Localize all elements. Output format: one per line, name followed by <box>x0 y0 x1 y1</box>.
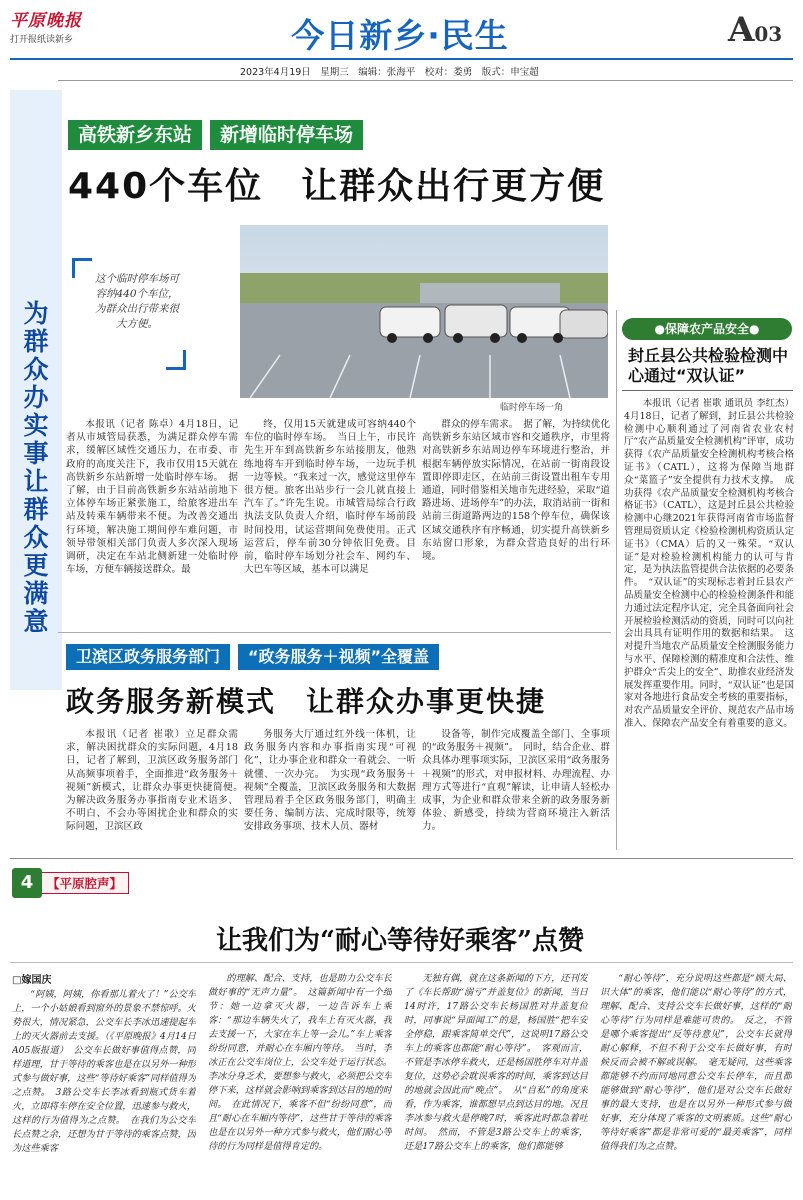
quote-bracket-open <box>72 258 92 278</box>
article2-headline: 政务服务新模式 让群众办事更快捷 <box>66 685 547 718</box>
logo-slogan: 打开报纸读新乡 <box>10 35 74 45</box>
column-number-badge: 4 <box>12 868 42 898</box>
dateline: 2023年4月19日 星期三 编辑：张海平 校对：娄勇 版式：申宝超 <box>240 67 539 78</box>
article2-col1-text: 本报讯（记者 崔歌）立足群众需求，解决困扰群众的实际问题，4月18日，记者了解到，卫滨区政务服务部门从高频事项着手，全面推进“政务服务＋视频”新模式，让群众办事更快捷简便。 为解决政务服务办事指南专业术语多、不明白、不会办等困扰企业和群众的实际问题，卫滨区政 <box>66 729 238 833</box>
column-divider <box>616 310 617 850</box>
article3-body <box>624 398 794 850</box>
article1-col2 <box>244 418 416 616</box>
article2-kicker-b: “政务服务＋视频”全覆盖 <box>238 644 439 670</box>
article1-col3-text: 群众的停车需求。 据了解，为持续优化高铁新乡东站区域市容和交通秩序，市里将对高铁新乡东站周边停车环境进行整治，并根据车辆停放实际情况，在站前一街南段设置即停即走区，在站前三街设置出租车专用通道，同时借鉴相关地市先进经验，采取“道路进场、进场停车”的办法，取消站前一街和站前三街道路两边的158个停车位，确保该区域交通秩序有序畅通，切实提升高铁新乡东站窗口形象，为群众营造良好的出行环境。 <box>422 419 610 563</box>
opinion-author: □嫁国庆 <box>12 975 52 986</box>
vertical-banner-text: 为群众办实事 让群众更满意 <box>23 299 49 636</box>
photo-caption: 临时停车场一角 <box>500 403 564 413</box>
quote-bracket-close <box>166 350 186 370</box>
article1-kicker <box>68 120 363 150</box>
divider <box>10 962 793 963</box>
column-tag: 【平原腔声】 <box>22 872 129 894</box>
article1-col2-text: 终，仅用15天就建成可容纳440个车位的临时停车场。 当日上午，市民许先生开车到高铁新乡东站接朋友，他熟练地将车开到临时停车场，一边玩手机一边等候。“我来过一次，感觉这里停车很方便。旅客出站步行一会儿就直接上汽车了。”许先生说。市城管局综合行政执法支队负责人介绍，临时停车场前段时间投用，试运营期间免费使用。正式运营后，停车前30分钟依旧免费。目前，临时停车场划分社会车、网约车、大巴车等区域，基本可以满足 <box>244 419 416 576</box>
opinion-col3-text: 无独有偶，就在这条新闻的下方，还刊发了《车长帮助“溺亏”并盖复位》的新闻，当日14时许，17路公交车长杨国胜对井盖复位时，同事说“异面闻工”的是，杨国胜“把车安全停稳，跟乘客简单交代”，这说明17路公交车上的乘客也都能“耐心等待”。 客观而言，不管是李冰停车救火，还是杨国胜停车对井盖复位，这势必会耽误乘客的时间，乘客到达目的地就会因此而“晚点”。 从“自私”的角度来看，作为乘客，谁都想早点到达目的地。况且李冰参与救火是停晚7时，乘客此时都急着吐时间。 然而，不管是3路公交车上的乘客，还是17路公交车上的乘客，他们都能够 <box>404 973 588 1152</box>
masthead-rule <box>10 58 793 60</box>
article1-kicker-b: 新增临时停车场 <box>210 120 363 150</box>
article2-kicker-a: 卫滨区政务服务部门 <box>66 644 230 670</box>
article1-kicker-a: 高铁新乡东站 <box>68 120 202 150</box>
page-num: 03 <box>754 22 783 46</box>
pull-quote: 这个临时停车场可容纳440个车位，为群众出行带来很大方便。 <box>95 273 179 330</box>
article2-col2-text: 务服务大厅通过红外线一体机，让政务服务内容和办事指南实现“可视化”，让办事企业和群众一看就会、一听就懂、一次办完。 为实现“政务服务＋视频”全覆盖，卫滨区政务服务和大数据管理局着手全区政务服务部门，明确主要任务、编制方法、完成时限等，统筹安排政务事项、技术人员、器材 <box>244 729 416 833</box>
opinion-col1 <box>12 988 196 1194</box>
divider <box>10 858 793 859</box>
article1-col1 <box>66 418 238 616</box>
article3-body-text: 本报讯（记者 崔歌 通讯员 李红杰）4月18日，记者了解到，封丘县公共检验检测中心顺利通过了河南省农业农村厅“农产品质量安全检测机构”评审，成功获得《农产品质量安全检测机构考核合格证书》（CATL），这将为保障当地群众“菜篮子”安全提供有力技术支撑。 成功获得《农产品质量安全检测机构考核合格证书》（CATL），这是封丘县公共检验检测中心继2021年获得河南省市场监督管理局资质认定《检验检测机构资质认定证书》（CMA）后的又一殊荣。“双认证”是对检验检测机构能力的认可与肯定，是为执法监管提供合法依据的必要条件。 “双认证”的实现标志着封丘县农产品质量安全检测中心的检验检测条件和能力通过法定程序认定，完全具备面向社会开展检验检测活动的资质，同时可以向社会出具具有证明作用的数据和结果。 这对提升当地农产品质量安全检测服务能力与水平、保障检测的精准度和合法性、维护群众“舌尖上的安全”、助推农业经济发展发挥重要作用。同时，“双认证”也是国家对各地进行食品安全考核的重要指标，对农产品质量安全评价、规范农产品市场准入、保障农产品安全有着重要的意义。 <box>624 398 794 729</box>
article2-col2 <box>244 728 416 850</box>
opinion-col1-text: “阿姨，阿姨，你看那儿着火了！”公交车上，一个小姑娘看到窗外的景象不禁惊呼。火势很大，情况紧急，公交车长李冰迅速提起车上的灭火器前去支援。（《平原晚报》4月14日A05版报道） 公交车长做好事值得点赞，同样道理，甘于等待的乘客也是在以另外一种形式参与做好事，这些“等待好乘客”同样值得为之点赞。 3路公交车长李冰看到瓶式货车着火，立即将车停在安全位置，迅速参与救火，这样的行为值得为之点赞。 在我们为公交车长点赞之余，还想为甘于等待的乘客点赞，因为这些乘客 <box>12 989 196 1154</box>
article2-col3 <box>422 728 610 850</box>
opinion-col3 <box>404 972 588 1194</box>
article1-headline: 440个车位 让群众出行更方便 <box>68 166 606 207</box>
section-title: 今日新乡·民生 <box>291 16 509 55</box>
article2-col3-text: 设备等，制作完成覆盖全部门、全事项的“政务服务＋视频”。 同时，结合企业、群众具体办理事项实际，卫滨区采用“政务服务＋视频”的形式，对申报材料、办理流程、办理方式等进行“直观”解读，让申请人轻松办成事，为企业和群众带来全新的政务服务新体验、新感受，持续为营商环境注入新活力。 <box>422 729 610 833</box>
opinion-col2-text: 的理解、配合、支持，也是助力公交车长做好事的“无声力量”。 这篇新闻中有一个细节：她一边拿灭火器，一边告诉车上乘客：“那边车辆失火了，我车上有灭火器，我去支援一下，大家在车上等一会儿。”车上乘客纷纷同意，并耐心在车厢内等待。 当时，李冰正在公交车岗位上，公交车处于运行状态。李冰分身乏术，要想参与救火，必须把公交车停下来，这样就会影响到乘客到达目的地的时间。 在此情况下，乘客不但“纷纷同意”，而且“耐心在车厢内等待”，这些甘于等待的乘客也是在以另外一种方式参与救火，他们耐心等待的行为同样是值得肯定的。 <box>208 973 392 1152</box>
opinion-col4-text: “耐心等待”，充分说明这些都是“顾大局、识大体”的乘客，他们能以“耐心等待”的方式，理解、配合、支持公交车长做好事，这样的“耐心等待”行为同样是难能可贵的。 反之，不管是哪个乘客提出“反等待意见”，公交车长就得耐心解释，不但不利于公交车长做好事，有时候反而会被不解或误解。 毫无疑问，这些乘客都能够不约而同地同意公交车长停车，而且都能够做到“耐心等待”，他们是对公交车长做好事的最大支持，也是在以另外一种形式参与做好事，充分体现了乘客的文明素质。这些“耐心等待好乘客”都是非常可爱的“最美乘客”，同样值得我们为之点赞。 <box>600 973 792 1152</box>
article2-col1 <box>66 728 238 850</box>
newspaper-logo: 平原晚报 <box>10 11 82 31</box>
divider <box>58 632 611 633</box>
article3-tag-text: 保障农产品安全 <box>664 322 749 336</box>
article3-title: 封丘县公共检验检测中心通过“双认证” <box>628 346 789 385</box>
opinion-col4 <box>600 972 792 1194</box>
divider <box>58 80 793 81</box>
opinion-col2 <box>208 972 392 1194</box>
parking-lot-photo[interactable] <box>240 225 608 398</box>
article1-col3 <box>422 418 610 616</box>
article3-tag: ●保障农产品安全● <box>622 318 792 340</box>
page-letter: A <box>728 10 755 50</box>
parking-lot-illustration <box>240 225 608 398</box>
opinion-title: 让我们为“耐心等待好乘客”点赞 <box>216 926 584 956</box>
page-number <box>728 10 782 50</box>
article1-col1-text: 本报讯（记者 陈卓）4月18日，记者从市城管局获悉，为满足群众停车需求，缓解区域性交通压力，在市委、市政府的高度关注下，我市仅用15天就在高铁新乡东站新增一处临时停车场。 据了解，由于目前高铁新乡东站站前地下立体停车场正紧张施工，给旅客进出车站及转乘车辆带来不便。为改善交通出行环境，解决施工期间停车难问题，市领导带领相关部门负责人多次深入现场调研，决定在车站北侧新建一处临时停车场，方便车辆接送群众。最 <box>66 419 238 576</box>
divider <box>622 390 793 391</box>
article2-kicker <box>66 644 439 670</box>
